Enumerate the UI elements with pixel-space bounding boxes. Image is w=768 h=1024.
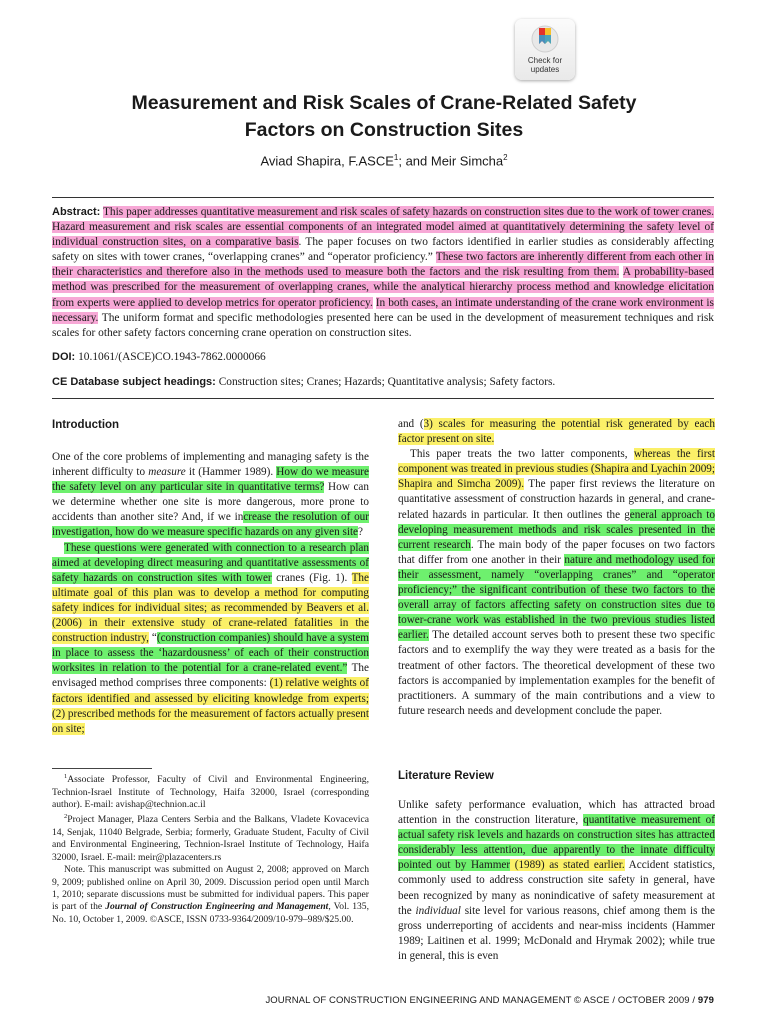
right-paragraph-2 bbox=[398, 447, 715, 719]
abstract-text: . The paper focuses on two factors identified in earlier studies as considerably affecting safety on sites with tower cranes, “overlapping cranes” and “operator proficiency.” bbox=[52, 236, 715, 264]
footer-journal: JOURNAL OF CONSTRUCTION ENGINEERING AND MANAGEMENT © ASCE / OCTOBER 2009 / bbox=[265, 995, 698, 1006]
footnote-1 bbox=[52, 771, 369, 811]
highlight-green: nature and methodology used for their assessment, namely “overlapping cranes” and “operator proficiency;” the significant contribution of these two factors to the overall array of factors affecting safety on construction sites due to tower-crane work was established in the two previous studies listed earlier. bbox=[398, 553, 715, 642]
text-run: The paper first reviews the literature on quantitative assessment of construction hazards in general, and crane-related hazards in particular. It then outlines the g bbox=[398, 478, 715, 521]
footnote-text: Associate Professor, Faculty of Civil and Environmental Engineering, Technion-Israel Institute of Technology, Haifa 32000, Israel (corresponding author). E-mail: avishap@technion.ac.il bbox=[52, 774, 369, 810]
doi-value[interactable]: 10.1061/(ASCE)CO.1943-7862.0000066 bbox=[78, 351, 266, 363]
highlight-pink: A probability-based method was prescribed for the measurement of overlapping cranes, while the analytical hierarchy process method and knowledge elicitation from experts were applied to develop metrics for operator proficiency. bbox=[52, 266, 715, 309]
text-run: The envisaged method comprises three components: bbox=[52, 662, 369, 690]
crossmark-icon bbox=[530, 24, 560, 56]
abstract-text: The uniform format and specific methodologies presented here can be used in the development of measurement techniques and risk scales for other safety factors concerning crane operation on construction sites. bbox=[52, 311, 714, 339]
literature-review-heading: Literature Review bbox=[398, 770, 494, 782]
text-run: site level for various reasons, chief among them is the gross underreporting of accidents and near-miss incidents (Hammer 1989; Laitinen et al. 1999; McDonald and Hrymak 2002); while true in general, this is even bbox=[398, 904, 715, 962]
footnote-text: Project Manager, Plaza Centers Serbia and the Balkans, Vladete Kovacevica 14, Senjak, 11040 Belgrade, Serbia; formerly, Graduate Student, Faculty of Civil and Environmental Engineering, Technion-Israel Institute of Technology, Haifa 32000, Israel. E-mail: meir@plazacenters.rs bbox=[52, 814, 369, 863]
author-2-affiliation: 2 bbox=[503, 153, 508, 162]
literature-review-body bbox=[398, 798, 715, 964]
title-line1: Measurement and Risk Scales of Crane-Related Safety bbox=[131, 92, 637, 114]
divider-bottom bbox=[52, 398, 714, 399]
text-run: . The main body of the paper focuses on two factors that differ from one another in their bbox=[398, 538, 715, 566]
highlight-green: crease the resolution of our investigation, how do we measure specific hazards on any given site bbox=[52, 511, 369, 539]
text-run: it (Hammer 1989). bbox=[185, 466, 277, 479]
introduction-heading: Introduction bbox=[52, 419, 120, 431]
doi-label: DOI: bbox=[52, 351, 76, 363]
paper-title bbox=[40, 90, 728, 144]
highlight-green: How do we measure the safety level on any particular site in quantitative terms? bbox=[52, 466, 369, 494]
footnote-marker: 1 bbox=[64, 773, 68, 780]
text-run: ? bbox=[358, 526, 363, 539]
highlight-pink: This paper addresses quantitative measurement and risk scales of safety hazards on construction sites due to the work of tower cranes. Hazard measurement and risk scales are essential components of an integrated model aimed at quantitatively determining the safety level of individual construction sites, on a comparative basis bbox=[52, 206, 714, 249]
footnote-divider bbox=[52, 768, 152, 769]
text-run: and ( bbox=[398, 418, 424, 430]
text-run: “ bbox=[148, 632, 157, 645]
abstract-label: Abstract: bbox=[52, 206, 101, 218]
subject-headings bbox=[52, 376, 714, 388]
footnote-text: , Vol. 135, No. 10, October 1, 2009. ©ASCE, ISSN 0733-9364/2009/10-979–989/$25.00. bbox=[52, 901, 369, 925]
author-1: Aviad Shapira, F.ASCE bbox=[260, 153, 394, 169]
right-paragraph-1 bbox=[398, 417, 715, 447]
highlight-yellow: (1) relative weights of factors identified and assessed by eliciting knowledge from experts; bbox=[52, 677, 369, 705]
badge-line1: Check for bbox=[527, 56, 563, 65]
divider-top bbox=[52, 197, 714, 198]
right-column bbox=[398, 417, 715, 719]
author-separator: ; and Meir Simcha bbox=[398, 153, 504, 169]
intro-paragraph-1 bbox=[52, 450, 369, 541]
footnote-2 bbox=[52, 811, 369, 864]
highlight-green: eneral approach to developing measurement methods and risk scales presented in the current research bbox=[398, 508, 715, 551]
highlight-yellow: The ultimate goal of this plan was to develop a method for computing safety indices for individual sites; as recommended by Beavers et al. (2006) in their extensive study of crane-related fatalities in the construction industry, bbox=[52, 571, 369, 645]
footnote-marker: 2 bbox=[64, 813, 68, 821]
left-column bbox=[52, 450, 369, 737]
text-run: This paper treats the two latter components, bbox=[410, 448, 634, 461]
text-run: The detailed account serves both to present these two specific factors and to exemplify the way they were treated as a basis for the treatment of other factors. The theoretical development of these two factors is accompanied by implementation examples for the benefit of practitioners. A summary of the main contributions and a view to future research needs and development conclude the paper. bbox=[398, 629, 715, 717]
highlight-yellow: (1989) as stated earlier. bbox=[510, 859, 625, 872]
text-run-italic: measure bbox=[148, 466, 186, 479]
journal-name: Journal of Construction Engineering and Management bbox=[105, 901, 329, 913]
footnote-text: Note. This manuscript was submitted on August 2, 2008; approved on March 9, 2009; published online on April 30, 2009. Discussion period open until March 1, 2010; separate discussions must be submitted for individual papers. This paper is part of the bbox=[52, 864, 369, 913]
text-run: Accident statistics, commonly used to address construction site safety in general, have been recognized by many as nonindicative of safety measurement at the bbox=[398, 859, 716, 917]
page-footer bbox=[265, 995, 714, 1006]
title-line2: Factors on Construction Sites bbox=[244, 119, 524, 141]
highlight-green: These questions were generated with connection to a research plan aimed at developing direct measuring and quantitative assessments of safety hazards on construction sites with tower bbox=[52, 541, 369, 584]
badge-line2: updates bbox=[530, 65, 560, 74]
subject-value: Construction sites; Cranes; Hazards; Quantitative analysis; Safety factors. bbox=[218, 376, 556, 388]
footnote-note bbox=[52, 864, 369, 926]
highlight-pink: In both cases, an intimate understanding of the crane work environment is necessary. bbox=[52, 296, 714, 324]
text-run-italic: individual bbox=[415, 904, 461, 917]
check-for-updates-badge[interactable] bbox=[515, 19, 575, 80]
text-run: How can we determine whether one site is more dangerous, more prone to accidents than another site? And, if we in bbox=[52, 481, 369, 524]
author-1-affiliation: 1 bbox=[393, 153, 399, 162]
author-list bbox=[40, 153, 728, 168]
text-run: One of the core problems of implementing and managing safety is the inherent difficulty to bbox=[52, 451, 369, 479]
footnotes bbox=[52, 771, 369, 926]
doi-line bbox=[52, 351, 714, 363]
highlight-green: quantitative measurement of actual safety risk levels and hazards on construction sites has attracted considerably less attention, due apparently to the innate difficulty pointed out by Hammer bbox=[398, 814, 715, 872]
highlight-green: (construction companies) should have a system in place to assess the ‘hazardousness’ of each of their construction worksites in relation to the potential for a crane-related event.” bbox=[52, 632, 370, 675]
page-number: 979 bbox=[697, 995, 714, 1006]
subject-label: CE Database subject headings: bbox=[52, 376, 216, 388]
highlight-yellow: whereas the first component was treated in previous studies (Shapira and Lyachin 2009; Shapira and Simcha 2009). bbox=[398, 448, 715, 491]
highlight-yellow: (2) prescribed methods for the measurement of factors actually present on site; bbox=[52, 707, 369, 735]
text-run: cranes (Fig. 1). bbox=[271, 571, 352, 584]
highlight-pink: These two factors are inherently different from each other in their characteristics and therefore also in the methods used to measure both the factors and the risk resulting from them. bbox=[52, 251, 714, 279]
abstract bbox=[52, 205, 714, 341]
lit-paragraph-1 bbox=[398, 798, 715, 964]
intro-paragraph-2 bbox=[52, 541, 369, 737]
highlight-yellow: 3) scales for measuring the potential risk generated by each factor present on site. bbox=[398, 418, 715, 446]
text-run: Unlike safety performance evaluation, which has attracted broad attention in the construction literature, bbox=[398, 799, 715, 827]
